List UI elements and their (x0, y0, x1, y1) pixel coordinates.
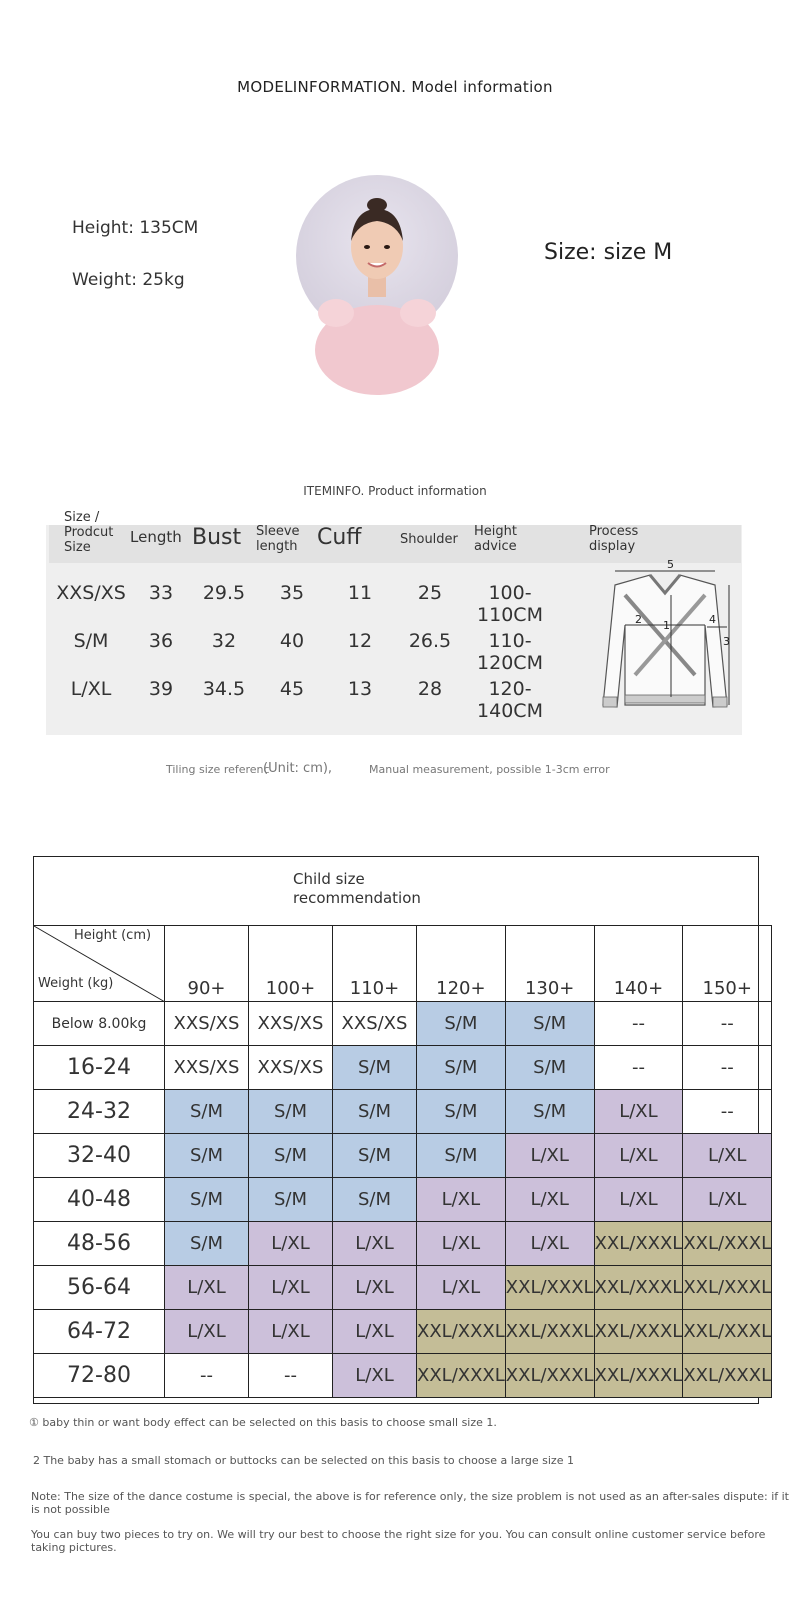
recommended-size-cell: L/XL (333, 1266, 417, 1310)
recommended-size-cell: L/XL (333, 1354, 417, 1398)
size-table-row (34, 1178, 772, 1222)
recommended-size-cell: L/XL (594, 1178, 683, 1222)
recommended-size-cell: L/XL (505, 1134, 594, 1178)
header-length: Length (130, 528, 182, 546)
recommended-size-cell: XXS/XS (165, 1002, 249, 1046)
recommended-size-cell: S/M (333, 1046, 417, 1090)
recommended-size-cell: XXL/XXXL (683, 1310, 772, 1354)
model-section-title: MODELINFORMATION. Model information (237, 78, 553, 96)
recommended-size-cell: XXL/XXXL (683, 1266, 772, 1310)
model-height: Height: 135CM (72, 218, 199, 238)
recommended-size-cell: S/M (417, 1134, 506, 1178)
row-size: L/XL (70, 678, 112, 700)
size-table-row (34, 1310, 772, 1354)
footnote-1: ① baby thin or want body effect can be selected on this basis to choose small size 1. (29, 1416, 497, 1429)
recommended-size-cell: L/XL (683, 1178, 772, 1222)
row-length: 36 (148, 630, 174, 652)
recommended-size-cell: S/M (249, 1178, 333, 1222)
recommended-size-cell: -- (249, 1354, 333, 1398)
recommended-size-cell: S/M (505, 1090, 594, 1134)
size-chart-title: Child size recommendation (293, 870, 421, 907)
recommended-size-cell: XXL/XXXL (505, 1266, 594, 1310)
diagram-label: 3 (723, 635, 730, 648)
weight-range-cell: 32-40 (34, 1134, 165, 1178)
recommended-size-cell: L/XL (165, 1266, 249, 1310)
row-height: 120-140CM (477, 678, 543, 722)
header-process-display: Process display (589, 524, 639, 554)
weight-range-cell: 48-56 (34, 1222, 165, 1266)
footnote-3: Note: The size of the dance costume is special, the above is for reference only, the size problem is not used as an after-sales dispute: if it is not possible (31, 1490, 789, 1516)
corner-height-label: Height (cm) (74, 928, 152, 943)
recommended-size-cell: -- (594, 1046, 683, 1090)
weight-range-cell: 64-72 (34, 1310, 165, 1354)
recommended-size-cell: -- (683, 1046, 772, 1090)
recommended-size-cell: S/M (417, 1002, 506, 1046)
height-header: 90+ (165, 926, 249, 1002)
recommended-size-cell: L/XL (417, 1178, 506, 1222)
height-header: 140+ (594, 926, 683, 1002)
recommended-size-cell: L/XL (505, 1222, 594, 1266)
recommended-size-cell: L/XL (683, 1134, 772, 1178)
recommended-size-cell: S/M (333, 1090, 417, 1134)
diagram-label: 2 (635, 613, 642, 626)
recommended-size-cell: -- (165, 1354, 249, 1398)
recommended-size-cell: S/M (165, 1222, 249, 1266)
recommended-size-cell: S/M (417, 1046, 506, 1090)
recommended-size-cell: L/XL (594, 1134, 683, 1178)
size-table-row (34, 1266, 772, 1310)
size-note-unit: (Unit: cm), (263, 761, 333, 776)
recommended-size-cell: L/XL (249, 1222, 333, 1266)
recommended-size-cell: S/M (505, 1002, 594, 1046)
row-cuff: 13 (347, 678, 373, 700)
weight-range-cell: 56-64 (34, 1266, 165, 1310)
recommended-size-cell: L/XL (333, 1310, 417, 1354)
row-bust: 29.5 (202, 582, 246, 604)
footnote-2: 2 The baby has a small stomach or buttocks can be selected on this basis to choose a large size 1 (33, 1454, 574, 1467)
size-table-row (34, 1354, 772, 1398)
sweater-diagram-icon (595, 558, 735, 725)
recommended-size-cell: L/XL (249, 1310, 333, 1354)
row-length: 33 (148, 582, 174, 604)
row-size: XXS/XS (56, 582, 126, 604)
row-sleeve: 35 (279, 582, 305, 604)
row-height: 110-120CM (477, 630, 543, 674)
size-table-header-row (34, 926, 772, 1002)
header-cuff: Cuff (317, 525, 362, 550)
weight-range-cell: 24-32 (34, 1090, 165, 1134)
recommended-size-cell: XXL/XXXL (594, 1310, 683, 1354)
recommended-size-cell: L/XL (417, 1266, 506, 1310)
recommended-size-cell: S/M (165, 1178, 249, 1222)
size-table-row (34, 1090, 772, 1134)
recommended-size-cell: XXL/XXXL (505, 1310, 594, 1354)
weight-range-cell: 16-24 (34, 1046, 165, 1090)
recommended-size-cell: S/M (165, 1090, 249, 1134)
size-table-row (34, 1134, 772, 1178)
weight-range-cell: Below 8.00kg (34, 1002, 165, 1046)
diagram-label: 1 (663, 619, 670, 632)
header-height-advice: Height advice (474, 524, 517, 554)
recommended-size-cell: L/XL (333, 1222, 417, 1266)
recommended-size-cell: S/M (249, 1134, 333, 1178)
recommended-size-cell: XXL/XXXL (683, 1354, 772, 1398)
diagram-label: 4 (709, 613, 716, 626)
recommended-size-cell: XXS/XS (165, 1046, 249, 1090)
recommended-size-cell: XXL/XXXL (505, 1354, 594, 1398)
recommended-size-cell: L/XL (249, 1266, 333, 1310)
height-header: 130+ (505, 926, 594, 1002)
row-shoulder: 28 (417, 678, 443, 700)
height-header: 120+ (417, 926, 506, 1002)
girl-portrait-icon (296, 175, 458, 337)
recommended-size-cell: XXL/XXXL (594, 1354, 683, 1398)
recommended-size-cell: S/M (505, 1046, 594, 1090)
recommended-size-cell: XXL/XXXL (594, 1266, 683, 1310)
recommended-size-cell: L/XL (417, 1222, 506, 1266)
recommended-size-cell: XXL/XXXL (417, 1310, 506, 1354)
height-header: 150+ (683, 926, 772, 1002)
model-weight: Weight: 25kg (72, 270, 185, 290)
corner-cell (34, 926, 165, 1002)
size-table-row (34, 1222, 772, 1266)
row-cuff: 11 (347, 582, 373, 604)
height-header: 110+ (333, 926, 417, 1002)
row-sleeve: 45 (279, 678, 305, 700)
header-sleeve: Sleeve length (256, 524, 300, 554)
header-shoulder: Shoulder (400, 532, 458, 547)
diagram-label: 5 (667, 558, 674, 571)
row-shoulder: 26.5 (408, 630, 452, 652)
recommended-size-cell: L/XL (594, 1090, 683, 1134)
weight-range-cell: 40-48 (34, 1178, 165, 1222)
recommended-size-cell: L/XL (505, 1178, 594, 1222)
corner-weight-label: Weight (kg) (38, 976, 114, 991)
recommended-size-cell: XXL/XXXL (417, 1354, 506, 1398)
row-cuff: 12 (347, 630, 373, 652)
size-table (33, 925, 772, 1398)
weight-range-cell: 72-80 (34, 1354, 165, 1398)
recommended-size-cell: XXS/XS (333, 1002, 417, 1046)
row-shoulder: 25 (417, 582, 443, 604)
row-length: 39 (148, 678, 174, 700)
recommended-size-cell: S/M (417, 1090, 506, 1134)
recommended-size-cell: -- (594, 1002, 683, 1046)
row-size: S/M (73, 630, 109, 652)
size-note-right: Manual measurement, possible 1-3cm error (369, 763, 610, 776)
recommended-size-cell: S/M (249, 1090, 333, 1134)
size-table-row (34, 1046, 772, 1090)
row-bust: 34.5 (202, 678, 246, 700)
size-note-left: Tiling size referenc (166, 763, 270, 776)
recommended-size-cell: -- (683, 1090, 772, 1134)
recommended-size-cell: XXL/XXXL (683, 1222, 772, 1266)
recommended-size-cell: -- (683, 1002, 772, 1046)
recommended-size-cell: S/M (333, 1178, 417, 1222)
recommended-size-cell: XXL/XXXL (594, 1222, 683, 1266)
recommended-size-cell: XXS/XS (249, 1046, 333, 1090)
recommended-size-cell: S/M (165, 1134, 249, 1178)
height-header: 100+ (249, 926, 333, 1002)
model-photo (296, 175, 458, 337)
product-section-title: ITEMINFO. Product information (303, 484, 487, 498)
recommended-size-cell: L/XL (165, 1310, 249, 1354)
row-bust: 32 (211, 630, 237, 652)
recommended-size-cell: S/M (333, 1134, 417, 1178)
model-size: Size: size M (544, 240, 673, 265)
header-bust: Bust (192, 525, 242, 550)
header-size: Size / Prodcut Size (64, 510, 114, 555)
recommended-size-cell: XXS/XS (249, 1002, 333, 1046)
footnote-4: You can buy two pieces to try on. We will try our best to choose the right size for you. You can consult online customer service before taking pictures. (31, 1528, 766, 1554)
row-height: 100-110CM (477, 582, 543, 626)
row-sleeve: 40 (279, 630, 305, 652)
size-table-row (34, 1002, 772, 1046)
